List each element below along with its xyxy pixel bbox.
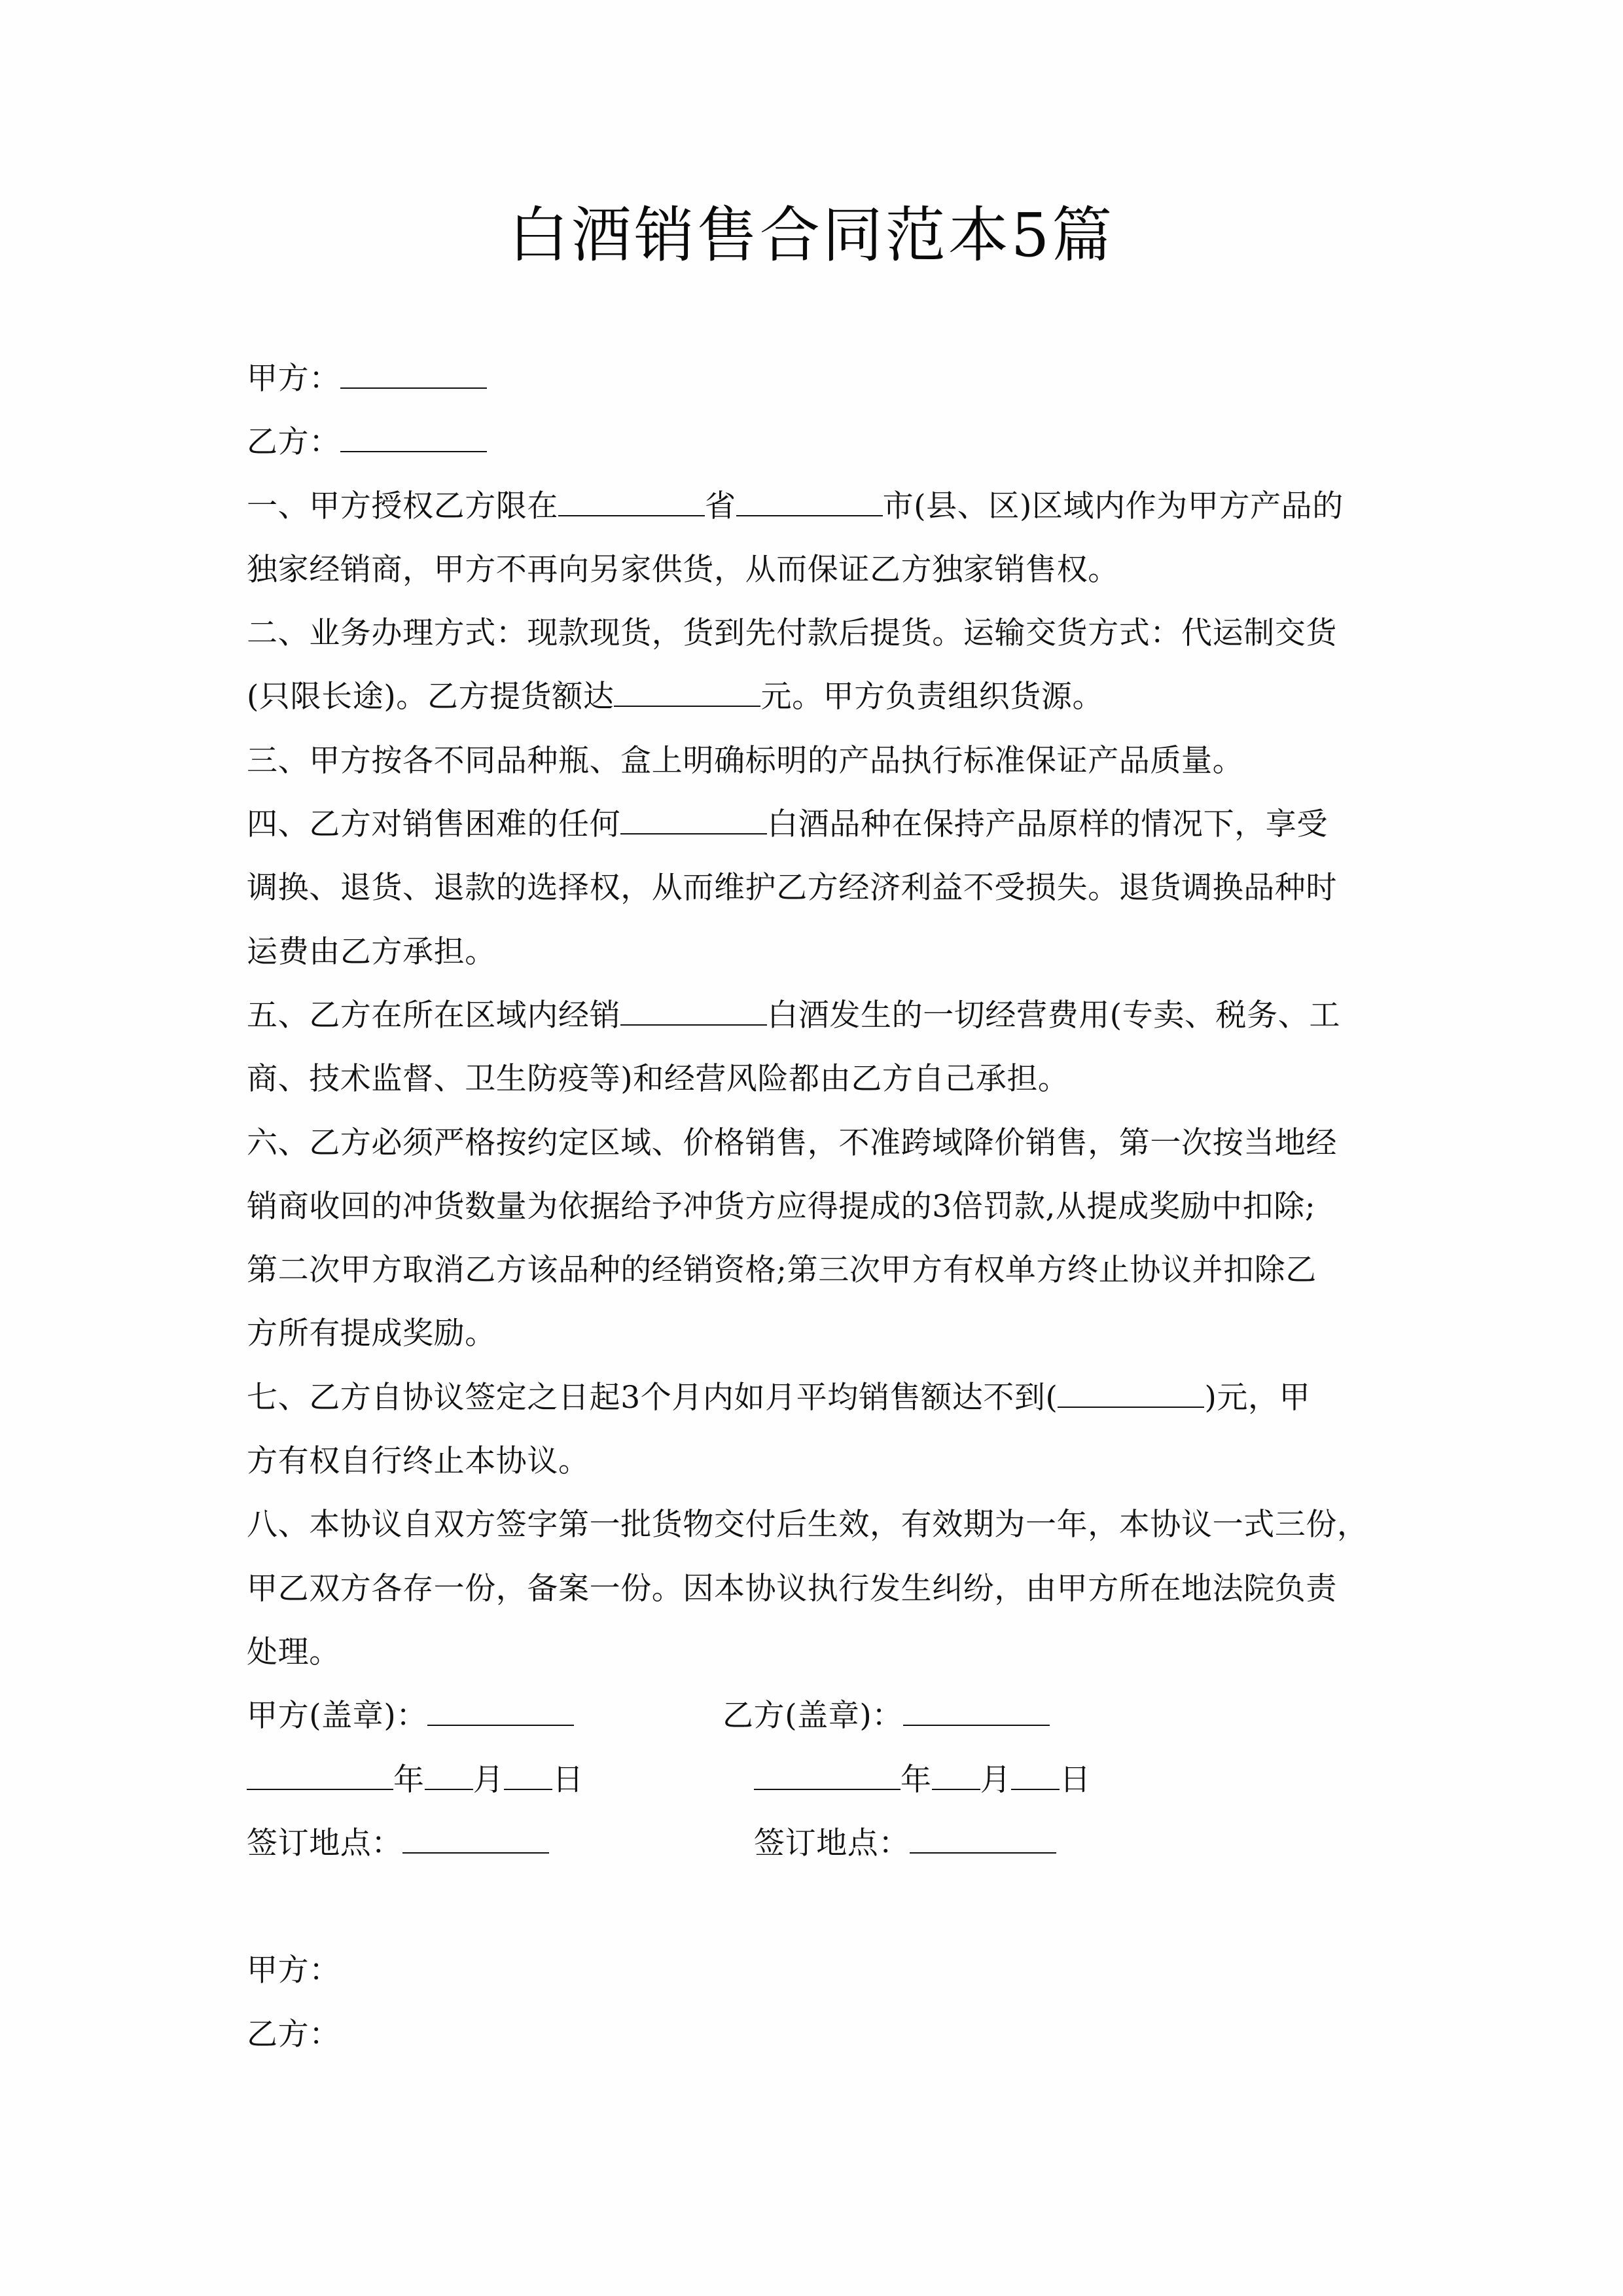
month-blank bbox=[932, 1760, 980, 1790]
clause-5-line-1 bbox=[247, 984, 1378, 1047]
document-body bbox=[247, 347, 1378, 2066]
clause-1 bbox=[247, 475, 1378, 602]
year-label: 年 bbox=[393, 1761, 425, 1798]
signature-date-row bbox=[247, 1748, 1378, 1812]
clause-6-line-3: 第二次甲方取消乙方该品种的经销资格;第三次甲方有权单方终止协议并扣除乙 bbox=[247, 1252, 1317, 1289]
province-blank bbox=[558, 486, 705, 516]
city-blank bbox=[736, 486, 883, 516]
party-b-seal bbox=[722, 1684, 1050, 1748]
party-b-date bbox=[754, 1748, 1091, 1812]
clause-4 bbox=[247, 793, 1378, 984]
party-b-place bbox=[754, 1812, 1056, 1875]
party-b-seal-blank bbox=[903, 1696, 1050, 1726]
party-a-blank bbox=[340, 359, 487, 389]
day-label: 日 bbox=[552, 1761, 584, 1798]
party-a-seal-blank bbox=[427, 1696, 574, 1726]
clause-1-line-2: 独家经销商，甲方不再向另家供货，从而保证乙方独家销售权。 bbox=[247, 551, 1119, 588]
clause-text: 元。甲方负责组织货源。 bbox=[760, 679, 1104, 715]
month-blank bbox=[425, 1760, 473, 1790]
clause-text: )元，甲 bbox=[1204, 1379, 1311, 1416]
signature-place-row bbox=[247, 1812, 1378, 1875]
place-label: 签订地点： bbox=[247, 1825, 402, 1861]
clause-1-line-1 bbox=[247, 475, 1378, 538]
clause-text: 省 bbox=[705, 488, 736, 524]
year-label: 年 bbox=[901, 1761, 932, 1798]
clause-6-line-4: 方所有提成奖励。 bbox=[247, 1316, 496, 1352]
party-a-seal-label: 甲方(盖章)： bbox=[247, 1698, 427, 1734]
clause-text: 五、乙方在所在区域内经销 bbox=[247, 997, 621, 1033]
clause-5 bbox=[247, 984, 1378, 1111]
clause-2 bbox=[247, 601, 1378, 729]
clause-text: 白酒品种在保持产品原样的情况下，享受 bbox=[767, 806, 1329, 843]
day-blank bbox=[1011, 1760, 1060, 1790]
party-a-place bbox=[247, 1812, 549, 1875]
party-a-label: 甲方： bbox=[247, 361, 340, 397]
clause-text: 白酒发生的一切经营费用(专卖、税务、工 bbox=[767, 997, 1340, 1033]
clause-4-line-3: 运费由乙方承担。 bbox=[247, 933, 496, 970]
document-title: 白酒销售合同范本5篇 bbox=[508, 200, 1115, 270]
clause-4-line-1 bbox=[247, 793, 1378, 856]
day-blank bbox=[504, 1760, 552, 1790]
clause-text: (只限长途)。乙方提货额达 bbox=[247, 679, 615, 715]
footer-party-a: 甲方： bbox=[247, 1952, 340, 1989]
year-blank bbox=[754, 1760, 901, 1790]
clause-5-line-2: 商、技术监督、卫生防疫等)和经营风险都由乙方自己承担。 bbox=[247, 1061, 1069, 1098]
party-b-blank bbox=[340, 422, 487, 452]
place-blank bbox=[910, 1823, 1056, 1854]
spacer bbox=[247, 1875, 1378, 1939]
clause-7 bbox=[247, 1366, 1378, 1494]
party-b-line bbox=[247, 410, 1378, 474]
clause-2-line-2 bbox=[247, 665, 1378, 728]
clause-2-line-1: 二、业务办理方式：现款现货，货到先付款后提货。运输交货方式：代运制交货 bbox=[247, 615, 1337, 652]
clause-7-line-1 bbox=[247, 1366, 1378, 1429]
clause-8-line-1: 八、本协议自双方签字第一批货物交付后生效，有效期为一年，本协议一式三份， bbox=[247, 1507, 1368, 1543]
clause-8 bbox=[247, 1493, 1378, 1684]
product-blank bbox=[620, 996, 767, 1026]
product-blank bbox=[620, 804, 767, 834]
party-b-seal-label: 乙方(盖章)： bbox=[722, 1698, 903, 1734]
clause-3 bbox=[247, 729, 1378, 793]
party-b-label: 乙方： bbox=[247, 424, 340, 461]
clause-7-line-2: 方有权自行终止本协议。 bbox=[247, 1443, 590, 1480]
place-blank bbox=[402, 1823, 549, 1854]
year-blank bbox=[247, 1760, 393, 1790]
month-label: 月 bbox=[980, 1761, 1012, 1798]
month-label: 月 bbox=[473, 1761, 505, 1798]
amount-blank bbox=[614, 677, 760, 707]
sales-amount-blank bbox=[1058, 1378, 1204, 1408]
clause-4-line-2: 调换、退货、退款的选择权，从而维护乙方经济利益不受损失。退货调换品种时 bbox=[247, 870, 1337, 906]
clause-6 bbox=[247, 1111, 1378, 1366]
day-label: 日 bbox=[1060, 1761, 1091, 1798]
party-a-line bbox=[247, 347, 1378, 410]
signature-seal-row bbox=[247, 1684, 1378, 1748]
clause-text: 四、乙方对销售困难的任何 bbox=[247, 806, 621, 843]
party-a-date bbox=[247, 1748, 584, 1812]
clause-text: 市(县、区)区域内作为甲方产品的 bbox=[882, 488, 1344, 524]
clause-8-line-3: 处理。 bbox=[247, 1634, 340, 1670]
clause-text: 七、乙方自协议签定之日起3个月内如月平均销售额达不到( bbox=[247, 1379, 1058, 1416]
clause-6-line-1: 六、乙方必须严格按约定区域、价格销售，不准跨域降价销售，第一次按当地经 bbox=[247, 1124, 1337, 1161]
clause-text: 一、甲方授权乙方限在 bbox=[247, 488, 558, 524]
party-a-seal bbox=[247, 1684, 574, 1748]
clause-6-line-2: 销商收回的冲货数量为依据给予冲货方应得提成的3倍罚款,从提成奖励中扣除; bbox=[247, 1188, 1316, 1225]
clause-3-line-1: 三、甲方按各不同品种瓶、盒上明确标明的产品执行标准保证产品质量。 bbox=[247, 742, 1244, 779]
place-label: 签订地点： bbox=[754, 1825, 910, 1861]
footer-party-b: 乙方： bbox=[247, 2016, 340, 2053]
clause-8-line-2: 甲乙双方各存一份，备案一份。因本协议执行发生纠纷，由甲方所在地法院负责 bbox=[247, 1570, 1337, 1607]
